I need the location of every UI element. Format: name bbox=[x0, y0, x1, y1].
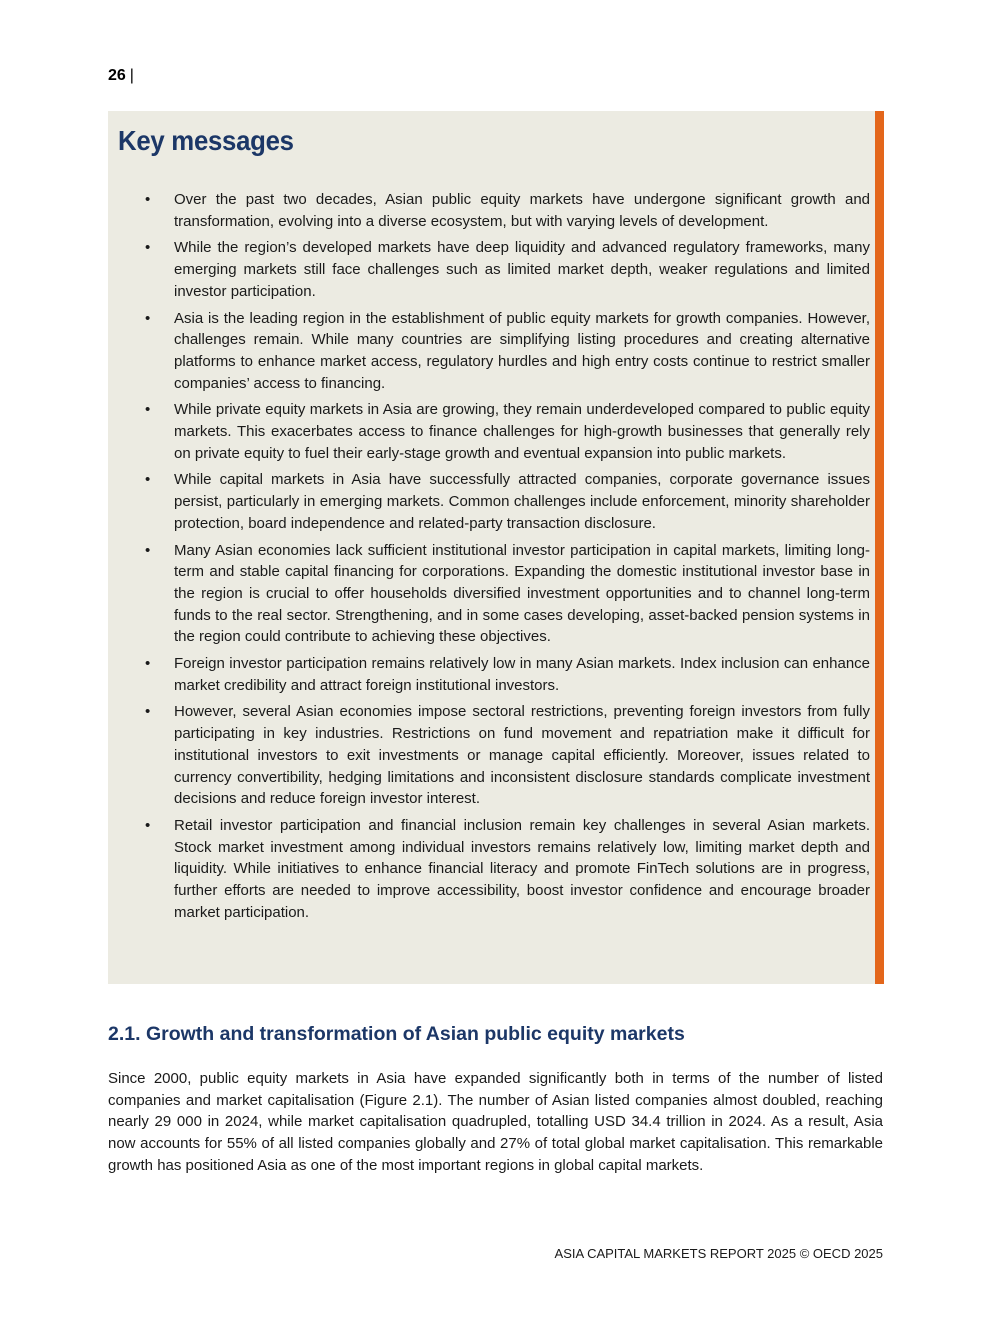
list-item-text: While the region’s developed markets have deep liquidity and advanced regulatory frameworks, many emerging markets still face challenges such as limited market depth, weaker regulations and limited investor participation. bbox=[174, 239, 870, 300]
list-item bbox=[145, 653, 870, 696]
list-item bbox=[145, 189, 870, 232]
list-item bbox=[145, 399, 870, 464]
list-item bbox=[145, 540, 870, 649]
list-item bbox=[145, 469, 870, 534]
key-messages-list bbox=[145, 189, 870, 929]
key-messages-title: Key messages bbox=[118, 125, 294, 156]
list-item-text: Many Asian economies lack sufficient institutional investor participation in capital markets, limiting long-term and stable capital financing for corporations. Expanding the domestic institutional investor base in the region is crucial to offer households diversified investment opportunities and to channel long-term funds to the real sector. Strengthening, and in some cases developing, asset-backed pension systems in the region could contribute to achieving these objectives. bbox=[174, 541, 870, 646]
key-messages-box bbox=[108, 111, 884, 984]
bullet-icon: • bbox=[145, 703, 151, 721]
bullet-icon: • bbox=[145, 191, 151, 208]
page-footer: ASIA CAPITAL MARKETS REPORT 2025 © OECD 2025 bbox=[554, 1246, 883, 1261]
bullet-icon: • bbox=[145, 816, 151, 834]
bullet-icon: • bbox=[145, 655, 151, 673]
list-item-text: While capital markets in Asia have successfully attracted companies, corporate governance issues persist, particularly in emerging markets. Common challenges include enforcement, minority shareholder protection, board independence and related-party transaction disclosure. bbox=[174, 471, 870, 532]
bullet-icon: • bbox=[145, 239, 151, 257]
page-number: 26 bbox=[108, 67, 126, 84]
bullet-icon: • bbox=[145, 309, 151, 327]
list-item-text: Retail investor participation and financial inclusion remain key challenges in several Asian markets. Stock market investment among individual investors remains relatively low, limiting market depth and liquidity. While initiatives to enhance financial literacy and promote FinTech solutions are in progress, further efforts are needed to improve accessibility, boost investor confidence and encourage broader market participation. bbox=[174, 816, 870, 921]
bullet-icon: • bbox=[145, 541, 151, 559]
list-item-text: Asia is the leading region in the establishment of public equity markets for growth companies. However, challenges remain. While many countries are simplifying listing procedures and creating alternative platforms to enhance market access, regulatory hurdles and high entry costs continue to restrict smaller companies’ access to financing. bbox=[174, 309, 870, 392]
header-separator: | bbox=[129, 67, 134, 84]
bullet-icon: • bbox=[145, 471, 151, 489]
section-heading: 2.1. Growth and transformation of Asian public equity markets bbox=[108, 1023, 685, 1045]
list-item bbox=[145, 237, 870, 302]
list-item bbox=[145, 701, 870, 810]
page-header bbox=[108, 66, 134, 86]
list-item-text: Over the past two decades, Asian public equity markets have undergone significant growth and transformation, evolving into a diverse ecosystem, but with varying levels of development. bbox=[174, 191, 870, 230]
list-item-text: While private equity markets in Asia are growing, they remain underdeveloped compared to public equity markets. This exacerbates access to finance challenges for high-growth businesses that generally rely on private equity to fuel their early-stage growth and eventual expansion into public markets. bbox=[174, 401, 870, 462]
list-item-text: Foreign investor participation remains relatively low in many Asian markets. Index inclusion can enhance market credibility and attract foreign institutional investors. bbox=[174, 655, 870, 694]
key-messages-accent-bar bbox=[875, 111, 884, 984]
list-item-text: However, several Asian economies impose sectoral restrictions, preventing foreign investors from fully participating in key industries. Restrictions on fund movement and repatriation make it difficult for institutional investors to exit investments or manage capital efficiently. Moreover, issues related to currency convertibility, hedging limitations and inconsistent disclosure standards complicate investment decisions and reduce foreign investor interest. bbox=[174, 703, 870, 808]
bullet-icon: • bbox=[145, 401, 151, 419]
body-paragraph: Since 2000, public equity markets in Asia have expanded significantly both in terms of the number of listed companies and market capitalisation (Figure 2.1). The number of Asian listed companies almost doubled, reaching nearly 29 000 in 2024, while market capitalisation quadrupled, totalling USD 34.4 trillion in 2024. As a result, Asia now accounts for 55% of all listed companies globally and 27% of total global market capitalisation. This remarkable growth has positioned Asia as one of the most important regions in global capital markets. bbox=[108, 1070, 883, 1174]
list-item bbox=[145, 815, 870, 924]
list-item bbox=[145, 308, 870, 395]
